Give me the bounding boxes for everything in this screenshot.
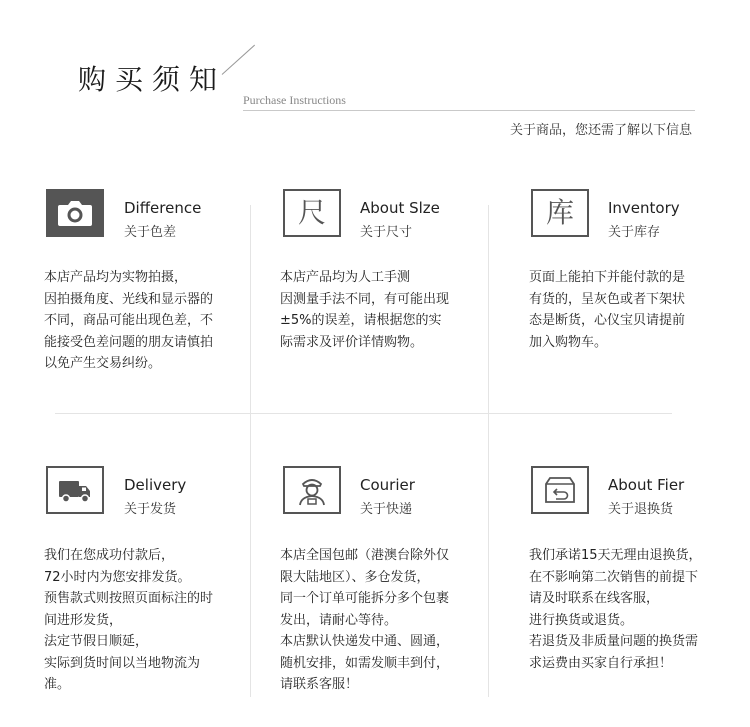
size-icon-char: 尺 xyxy=(297,196,326,229)
column-divider-right xyxy=(488,205,489,697)
return-box-icon xyxy=(531,466,589,514)
inventory-title-cn: 关于库存 xyxy=(608,225,661,240)
size-title-cn: 关于尺寸 xyxy=(360,225,413,240)
truck-icon xyxy=(46,466,104,514)
difference-title-cn: 关于色差 xyxy=(124,225,177,240)
row-divider xyxy=(55,413,672,414)
section-size xyxy=(283,189,341,237)
size-title-en: About Slze xyxy=(360,199,440,217)
courier-title-en: Courier xyxy=(360,476,415,494)
courier-icon xyxy=(283,466,341,514)
section-returns xyxy=(531,466,589,514)
difference-text: 本店产品均为实物拍摄， 因拍摄角度、光线和显示器的 不同，商品可能出现色差，不 能接受色差问题的朋友请慎拍 以免产生交易纠纷。 xyxy=(44,270,214,371)
returns-title-en: About Fier xyxy=(608,476,685,494)
section-courier xyxy=(283,466,341,514)
section-inventory xyxy=(531,189,589,237)
courier-title-cn: 关于快递 xyxy=(360,502,413,517)
size-text: 本店产品均为人工手测 因测量手法不同，有可能出现 ±5%的误差，请根据您的实 际需求及评价详情购物。 xyxy=(280,270,450,350)
section-delivery xyxy=(46,466,104,514)
ruler-char-icon xyxy=(283,189,341,237)
difference-title-en: Difference xyxy=(124,199,202,217)
returns-title-cn: 关于退换货 xyxy=(608,502,674,517)
courier-text: 本店全国包邮（港澳台除外仅 限大陆地区）、多仓发货， 同一个订单可能拆分多个包裹 发出，请耐心等待。 本店默认快递发中通、圆通， 随机安排，如需发顺丰到付， 请联系客服！ xyxy=(280,548,450,692)
returns-text: 我们承诺15天无理由退换货， 在不影响第二次销售的前提下 请及时联系在线客服， 进行换货或退货。 若退货及非质量问题的换货需 求运费由买家自行承担！ xyxy=(529,548,702,671)
inventory-text: 页面上能拍下并能付款的是 有货的，呈灰色或者下架状 态是断货，心仪宝贝请提前 加入购物车。 xyxy=(529,270,686,350)
delivery-text: 我们在您成功付款后， 72小时内为您安排发货。 预售款式则按照页面标注的时 间进形发货， 法定节假日顺延， 实际到货时间以当地物流为 准。 xyxy=(44,548,214,692)
delivery-title-cn: 关于发货 xyxy=(124,502,177,517)
section-difference xyxy=(46,189,104,237)
warehouse-char-icon xyxy=(531,189,589,237)
column-divider-left xyxy=(250,205,251,697)
camera-icon xyxy=(46,189,104,237)
page-subtitle: Purchase Instructions xyxy=(243,93,346,107)
page-title: 购买须知 xyxy=(78,63,227,96)
title-divider-slash xyxy=(222,45,255,75)
header-note: 关于商品，您还需了解以下信息 xyxy=(509,123,692,138)
delivery-title-en: Delivery xyxy=(124,476,187,494)
inventory-title-en: Inventory xyxy=(608,199,680,217)
header-rule xyxy=(243,110,695,111)
inventory-icon-char: 库 xyxy=(545,196,574,229)
